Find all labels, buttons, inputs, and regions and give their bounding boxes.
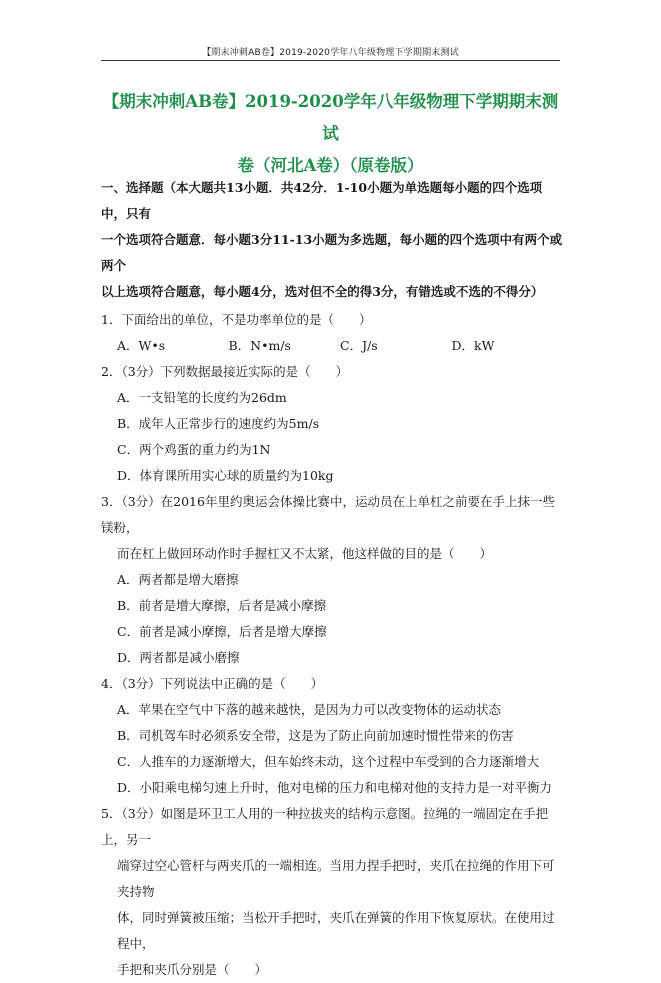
section-line-2: 一个选项符合题意．每小题3分11-13小题为多选题，每小题的四个选项中有两个或两个 <box>101 232 563 273</box>
question-stem: 2．（3分）下列数据最接近实际的是（ ） <box>101 364 349 379</box>
question-4 <box>101 671 563 801</box>
question-5 <box>101 801 563 983</box>
question-stem: 4．（3分）下列说法中正确的是（ ） <box>101 676 324 691</box>
option-a: A．两者都是增大磨擦 <box>117 572 239 587</box>
question-stem: 1．下面给出的单位，不是功率单位的是（ ） <box>101 312 372 327</box>
section-heading <box>101 175 563 305</box>
question-stem-line-1: 3．（3分）在2016年里约奥运会体操比赛中，运动员在上单杠之前要在手上抹一些镁粉， <box>101 494 555 535</box>
option-d: D．kW <box>451 338 495 353</box>
option-a: A．W•s <box>117 338 166 353</box>
header-divider <box>101 60 560 61</box>
option-b: B．前者是增大摩擦，后者是减小摩擦 <box>117 598 327 613</box>
options-row <box>101 333 563 359</box>
option-c: C．人推车的力逐渐增大，但车始终未动，这个过程中车受到的合力逐渐增大 <box>117 754 540 769</box>
question-2 <box>101 359 563 489</box>
title-line-1: 【期末冲刺AB卷】2019-2020学年八年级物理下学期期末测试 <box>102 92 559 143</box>
document-title <box>101 86 560 182</box>
question-3 <box>101 489 563 671</box>
question-stem-line-2: 端穿过空心管杆与两夹爪的一端相连。当用力捏手把时，夹爪在拉绳的作用下可夹持物 <box>117 858 555 899</box>
option-d: D．小阳乘电梯匀速上升时，他对电梯的压力和电梯对他的支持力是一对平衡力 <box>117 780 553 795</box>
question-stem-line-3: 体，同时弹簧被压缩；当松开手把时，夹爪在弹簧的作用下恢复原状。在使用过程中， <box>117 910 555 951</box>
question-stem-line-2: 而在杠上做回环动作时手握杠又不太紧，他这样做的目的是（ ） <box>117 546 493 561</box>
option-b: B．司机驾车时必须系安全带，这是为了防止向前加速时惯性带来的伤害 <box>117 728 514 743</box>
option-a: A．一支铅笔的长度约为26dm <box>117 390 287 405</box>
option-b: B．N•m/s <box>228 338 291 353</box>
option-d: D．两者都是减小磨擦 <box>117 650 240 665</box>
exam-content <box>101 175 563 983</box>
title-line-2: 卷（河北A卷）（原卷版） <box>237 156 424 175</box>
option-b: B．成年人正常步行的速度约为5m/s <box>117 416 320 431</box>
option-c: C．两个鸡蛋的重力约为1N <box>117 442 271 457</box>
page-header: 【期末冲刺AB卷】2019-2020学年八年级物理下学期期末测试 <box>202 48 459 58</box>
option-a: A．苹果在空气中下落的越来越快，是因为力可以改变物体的运动状态 <box>117 702 502 717</box>
section-line-3: 以上选项符合题意，每小题4分，选对但不全的得3分，有错选或不选的不得分） <box>101 284 544 299</box>
question-stem-line-1: 5．（3分）如图是环卫工人用的一种拉拔夹的结构示意图。拉绳的一端固定在手把上，另一 <box>101 806 549 847</box>
section-line-1: 一、选择题（本大题共13小题．共42分．1-10小题为单选题每小题的四个选项中，只有 <box>101 180 543 221</box>
option-c: C．J/s <box>340 338 378 353</box>
question-1 <box>101 307 563 359</box>
option-c: C．前者是减小摩擦，后者是增大摩擦 <box>117 624 327 639</box>
question-stem-line-4: 手把和夹爪分别是（ ） <box>117 962 268 977</box>
option-d: D．体育课所用实心球的质量约为10kg <box>117 468 334 483</box>
